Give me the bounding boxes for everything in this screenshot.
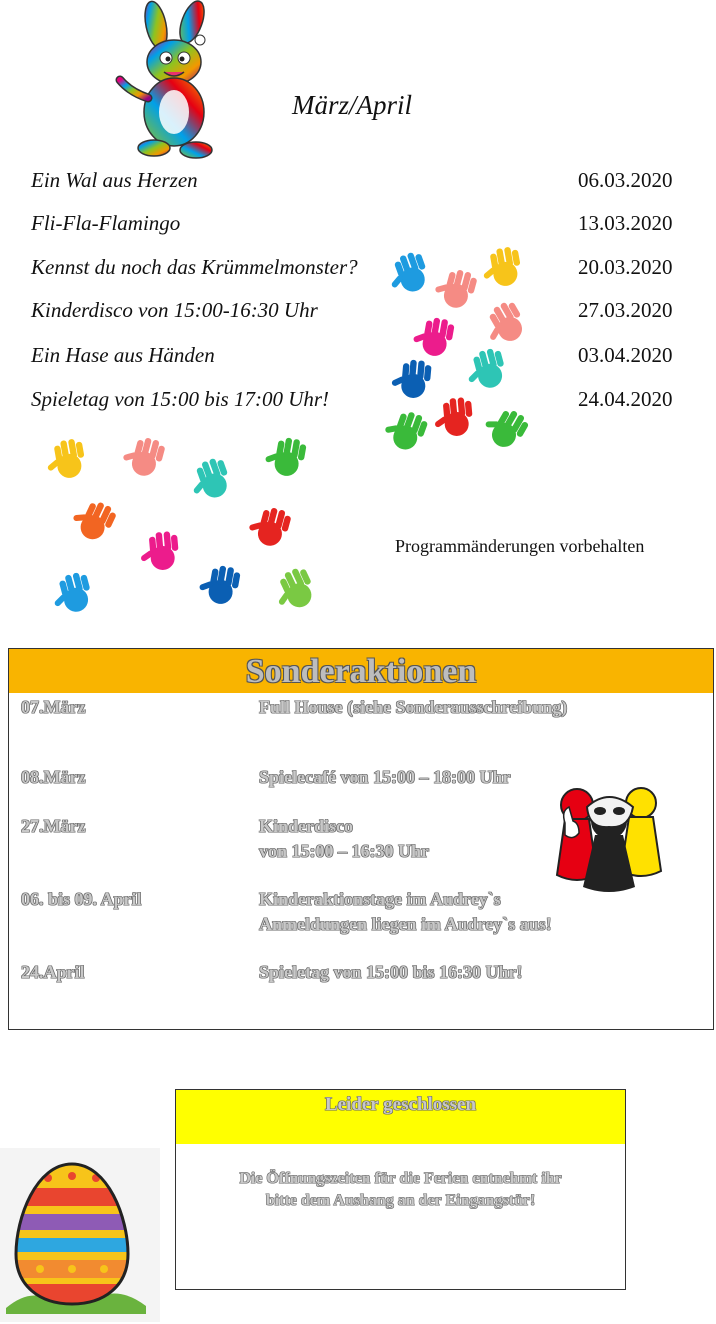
event-name: Ein Hase aus Händen xyxy=(31,343,215,367)
event-name: Ein Wal aus Herzen xyxy=(31,168,198,192)
special-description: Spielecafé von 15:00 – 18:00 Uhr xyxy=(259,767,511,787)
event-date: 20.03.2020 xyxy=(578,255,673,279)
event-date: 27.03.2020 xyxy=(578,298,673,322)
special-date: 06. bis 09. April xyxy=(21,889,142,909)
handprint-icon xyxy=(179,445,246,512)
event-date: 06.03.2020 xyxy=(578,168,673,192)
closed-notice-text: bitte dem Aushang an der Eingangstür! xyxy=(265,1192,536,1209)
handprint-icon xyxy=(192,554,252,614)
special-date: 24.April xyxy=(21,962,85,982)
special-description: Full House (siehe Sonderausschreibung) xyxy=(259,697,568,717)
special-events-title: Sonderaktionen xyxy=(245,653,477,690)
special-description: Kinderdisco xyxy=(259,816,354,836)
handprint-icon xyxy=(240,494,304,558)
handprint-icon xyxy=(261,553,330,622)
handprint-icon xyxy=(134,522,190,578)
event-name: Fli-Fla-Flamingo xyxy=(31,211,181,235)
game-pieces-illustration xyxy=(549,777,667,897)
handprint-icon xyxy=(42,560,106,624)
event-date: 13.03.2020 xyxy=(578,211,673,235)
special-description: von 15:00 – 16:30 Uhr xyxy=(259,841,429,861)
closed-notice-title: Leider geschlossen xyxy=(324,1094,477,1115)
bunny-illustration xyxy=(112,0,237,162)
closed-notice-text: Die Öffnungszeiten für die Ferien entnehmt ihr xyxy=(239,1170,562,1187)
event-name: Kinderdisco von 15:00-16:30 Uhr xyxy=(31,298,318,322)
special-date: 27.März xyxy=(21,816,86,836)
disclaimer-text: Programmänderungen vorbehalten xyxy=(395,536,645,556)
closed-notice-box xyxy=(175,1089,626,1290)
special-date: 07.März xyxy=(21,697,86,717)
handprint-icon xyxy=(38,428,98,488)
handprint-icon xyxy=(258,426,318,486)
special-date: 08.März xyxy=(21,767,86,787)
special-description: Spieletag von 15:00 bis 16:30 Uhr! xyxy=(259,962,523,982)
handprint-icon xyxy=(61,485,130,554)
special-events-box xyxy=(8,648,714,1030)
easter-egg-illustration xyxy=(0,1148,160,1322)
event-date: 03.04.2020 xyxy=(578,343,673,367)
handprint-icon xyxy=(472,392,543,463)
page-title: März/April xyxy=(292,90,413,120)
handprint-icon xyxy=(114,424,178,488)
special-description: Anmeldungen liegen im Audrey`s aus! xyxy=(259,914,552,934)
special-description: Kinderaktionstage im Audrey`s xyxy=(259,889,501,909)
event-date: 24.04.2020 xyxy=(578,387,673,411)
event-name: Kennst du noch das Krümmelmonster? xyxy=(31,255,358,279)
event-name: Spieletag von 15:00 bis 17:00 Uhr! xyxy=(31,387,330,411)
handprint-icon xyxy=(474,236,534,296)
